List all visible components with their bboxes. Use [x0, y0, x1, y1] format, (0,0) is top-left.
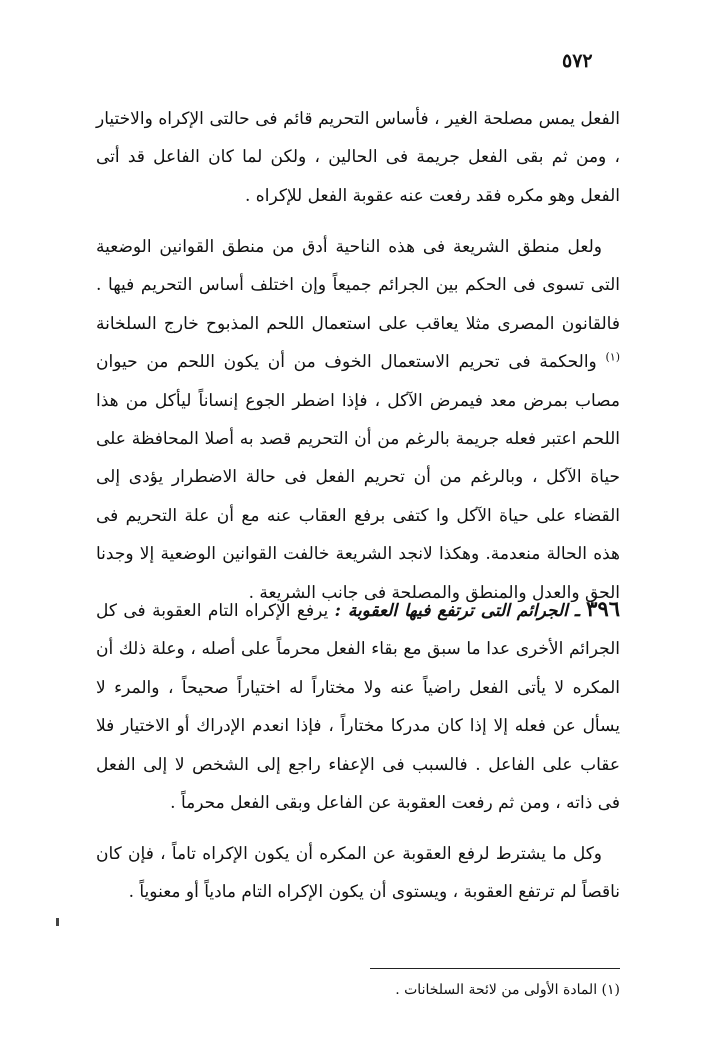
- paragraph-3-body: يرفع الإكراه التام العقوبة فى كل الجرائم الأخرى عدا ما سبق مع بقاء الفعل محرماً على أصله ، وعلة ذلك أن المكره لا يأتى الفعل راضياً عنه ولا مختاراً له اختياراً صحيحاً ، والمرء لا يسأل عن فعله إلا إذا كان مدركا مختاراً ، فإذا انعدم الإدراك أو الاختيار فلا عقاب على الفاعل . فالسبب فى الإعفاء راجع إلى الشخص لا إلى الفعل فى ذاته ، ومن ثم رفعت العقوبة عن الفاعل وبقى الفعل محرماً .: [96, 601, 620, 814]
- page-number: ٥٧٢: [562, 50, 593, 72]
- margin-mark: [56, 918, 59, 926]
- footnote-reference: (١): [605, 350, 620, 364]
- paragraph-4: وكل ما يشترط لرفع العقوبة عن المكره أن يكون الإكراه تاماً ، فإن كان ناقصاً لم ترتفع العقوبة ، ويستوى أن يكون الإكراه التام مادياً أو معنوياً .: [96, 844, 620, 903]
- section-number: ٣٩٦: [586, 596, 621, 621]
- paragraph-2: [96, 228, 620, 612]
- section-title: ـ الجرائم التى ترتفع فيها العقوبة :: [334, 601, 580, 621]
- footnote-divider: [370, 968, 620, 969]
- paragraph-3: [96, 590, 620, 822]
- footnote: (١) المادة الأولى من لائحة السلخانات .: [395, 982, 620, 998]
- paragraph-2-part-2: والحكمة فى تحريم الاستعمال الخوف من أن يكون اللحم من حيوان مصاب بمرض معد فيمرض الآكل ، فإذا اضطر الجوع إنساناً ليأكل من هذا اللحم اعتبر فعله جريمة بالرغم من أن التحريم قصد به أصلا المحافظة على حياة الآكل ، وبالرغم من أن تحريم الفعل فى حالة الاضطرار يؤدى إلى القضاء على حياة الآكل وا كتفى برفع العقاب عنه مع أن علة التحريم فى هذه الحالة منعدمة. وهكذا لانجد الشريعة خالفت القوانين الوضعية إلا وجدنا الحق والعدل والمنطق والمصلحة فى جانب الشريعة .: [96, 352, 620, 603]
- paragraph-1: الفعل يمس مصلحة الغير ، فأساس التحريم قائم فى حالتى الإكراه والاختيار ، ومن ثم بقى الفعل جريمة فى الحالين ، ولكن لما كان الفاعل قد أتى الفعل وهو مكره فقد رفعت عنه عقوبة الفعل للإكراه .: [96, 109, 620, 206]
- paragraph-2-part-1: ولعل منطق الشريعة فى هذه الناحية أدق من منطق القوانين الوضعية التى تسوى فى الحكم بين الجرائم جميعاً وإن اختلف أساس التحريم فيها . فالقانون المصرى مثلا يعاقب على استعمال اللحم المذبوح خارج السلخانة: [96, 237, 620, 334]
